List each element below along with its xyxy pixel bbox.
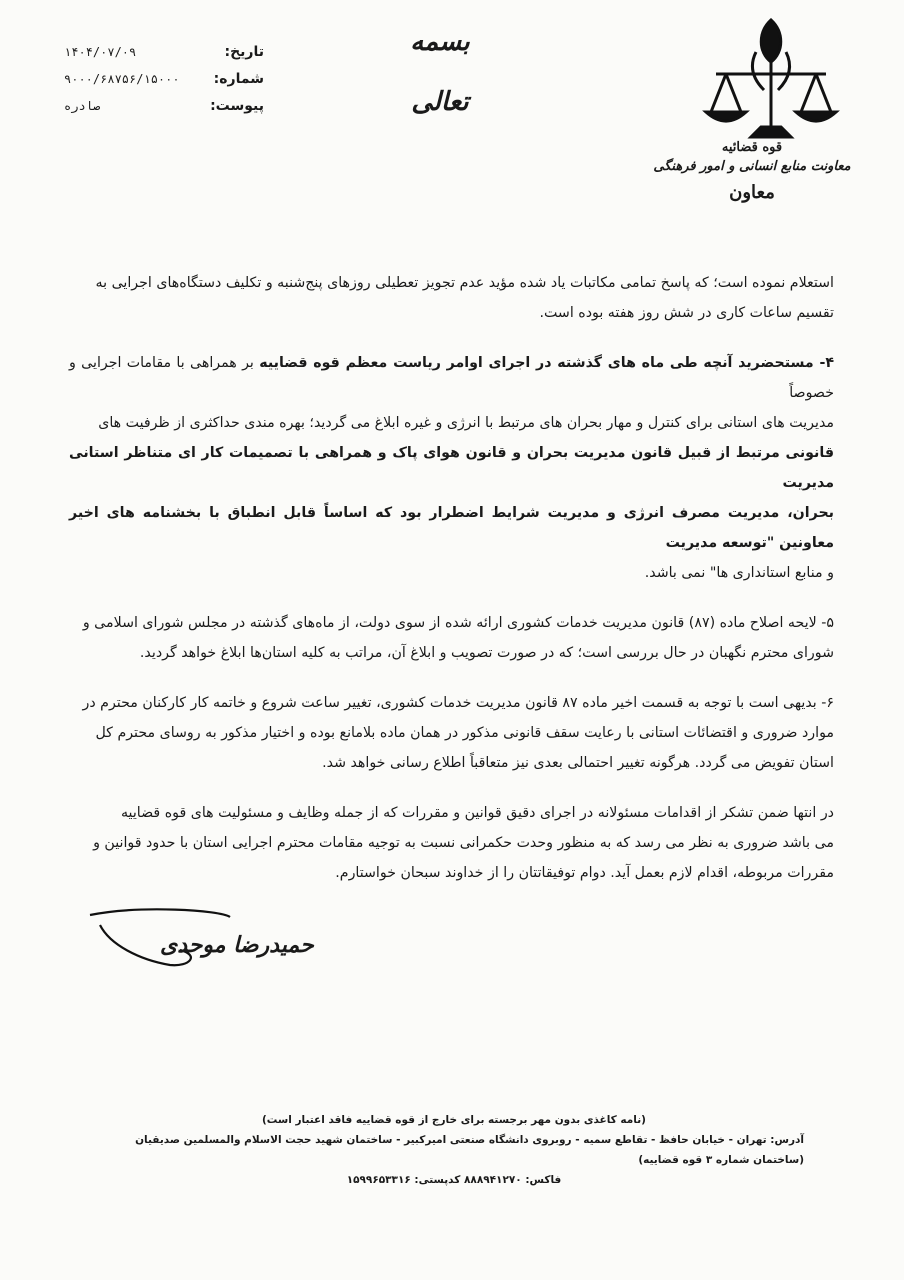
department-name: معاونت منابع انسانی و امور فرهنگی [653, 159, 851, 174]
basmala-heading: بسمه تعالی [410, 27, 470, 117]
attachment-label: پیوست: [210, 97, 264, 114]
paragraph-6-line: استان تفویض می گردد. هرگونه تغییر احتمالی بعدی نیز متعاقباً اطلاع رسانی خواهد شد. [322, 755, 834, 771]
paragraph-4-line: و منابع استانداری ها" نمی باشد. [644, 565, 834, 581]
paragraph-5-line: ۵- لایحه اصلاح ماده (۸۷) قانون مدیریت خدمات کشوری ارائه شده از سوی دولت، از ماه‌های گذشته در مجلس شورای اسلامی و [82, 615, 834, 631]
paragraph-4-line [69, 348, 834, 408]
footer-address: آدرس: تهران - خیابان حافظ - تقاطع سمیه - روبروی دانشگاه صنعتی امیرکبیر - ساختمان شهید حجت الاسلام والمسلمین صدیقیان (ساختمان شماره ۳ قوه قضاییه) [135, 1134, 804, 1166]
paragraph-6-line: موارد ضروری و اقتضائات استانی با رعایت سقف قانونی مذکور در همان ماده بلامانع بوده و اختیار مذکور به روسای محترم کل [95, 725, 834, 741]
signatory-name: حمیدرضا موحدی [160, 932, 314, 958]
paragraph-6-line: ۶- بدیهی است با توجه به قسمت اخیر ماده ۸۷ قانون مدیریت خدمات کشوری، تغییر ساعت شروع و خاتمه کار کارکنان محترم در [82, 695, 834, 711]
paragraph-5-line: شورای محترم نگهبان در حال بررسی است؛ که در صورت تصویب و ابلاغ آن، مراتب به کلیه استان‌ها ابلاغ خواهد گردید. [139, 645, 834, 661]
role-title: معاون [729, 182, 775, 203]
paragraph-4-line: بحران، مدیریت مصرف انرژی و مدیریت شرایط اضطرار بود که اساساً قابل انطباق با بخشنامه های اخیر معاونین "توسعه مدیریت [69, 505, 834, 551]
paragraph-4-line: قانونی مرتبط از قبیل قانون مدیریت بحران و قانون هوای پاک و همراهی با تصمیمات کار ای متناظر استانی مدیریت [69, 445, 834, 491]
date-value: ۱۴۰۴/۰۷/۰۹ [64, 44, 137, 59]
footer-note: (نامه کاغذی بدون مهر برجسته برای خارج از قوه قضاییه فاقد اعتبار است) [262, 1114, 646, 1126]
closing-line: در انتها ضمن تشکر از اقدامات مسئولانه در اجرای دقیق قوانین و مقررات که از جمله وظایف و مسئولیت های قوه قضاییه [120, 805, 834, 821]
closing-line: می باشد ضروری به نظر می رسد که به منظور وحدت حکمرانی نسبت به توجیه مقامات محترم اجرایی استان با حدود قوانین و [93, 835, 834, 851]
paragraph-4-rest: بر همراهی با مقامات اجرایی و خصوصاً [69, 355, 834, 401]
letter-meta [64, 38, 264, 119]
number-value: ۹۰۰۰/۶۸۷۵۶/۱۵۰۰۰ [64, 71, 180, 86]
organization-name: قوه قضائیه [721, 140, 783, 155]
letter-footer [104, 1110, 804, 1190]
intro-line: تقسیم ساعات کاری در شش روز هفته بوده است. [539, 305, 834, 321]
number-label: شماره: [213, 70, 264, 87]
paragraph-4-lead: ۴- مستحضرید آنچه طی ماه های گذشته در اجرای اوامر ریاست معظم قوه قضاییه [259, 355, 835, 371]
closing-line: مقررات مربوطه، اقدام لازم بعمل آید. دوام توفیقاتتان را از خداوند سبحان خواستارم. [335, 865, 834, 881]
intro-line: استعلام نموده است؛ که پاسخ تمامی مکاتبات یاد شده مؤید عدم تجویز تعطیلی روزهای پنج‌شنبه و تکلیف دستگاه‌های اجرایی به [95, 275, 834, 291]
number-note: صادره [64, 98, 101, 113]
number-row [64, 65, 264, 92]
paragraph-4-line: مدیریت های استانی برای کنترل و مهار بحران های مرتبط با انرژی و غیره ابلاغ می گردید؛ بهره مندی حداکثری از ظرفیت های [98, 415, 834, 431]
date-label: تاریخ: [224, 43, 264, 60]
letter-body [69, 268, 834, 888]
judiciary-emblem-icon [696, 12, 846, 152]
date-row [64, 38, 264, 65]
attachment-row [64, 92, 264, 119]
footer-contacts: فاکس: ۸۸۸۹۴۱۲۷۰ کدپستی: ۱۵۹۹۶۵۳۳۱۶ [346, 1174, 562, 1186]
organization-block [652, 140, 852, 203]
